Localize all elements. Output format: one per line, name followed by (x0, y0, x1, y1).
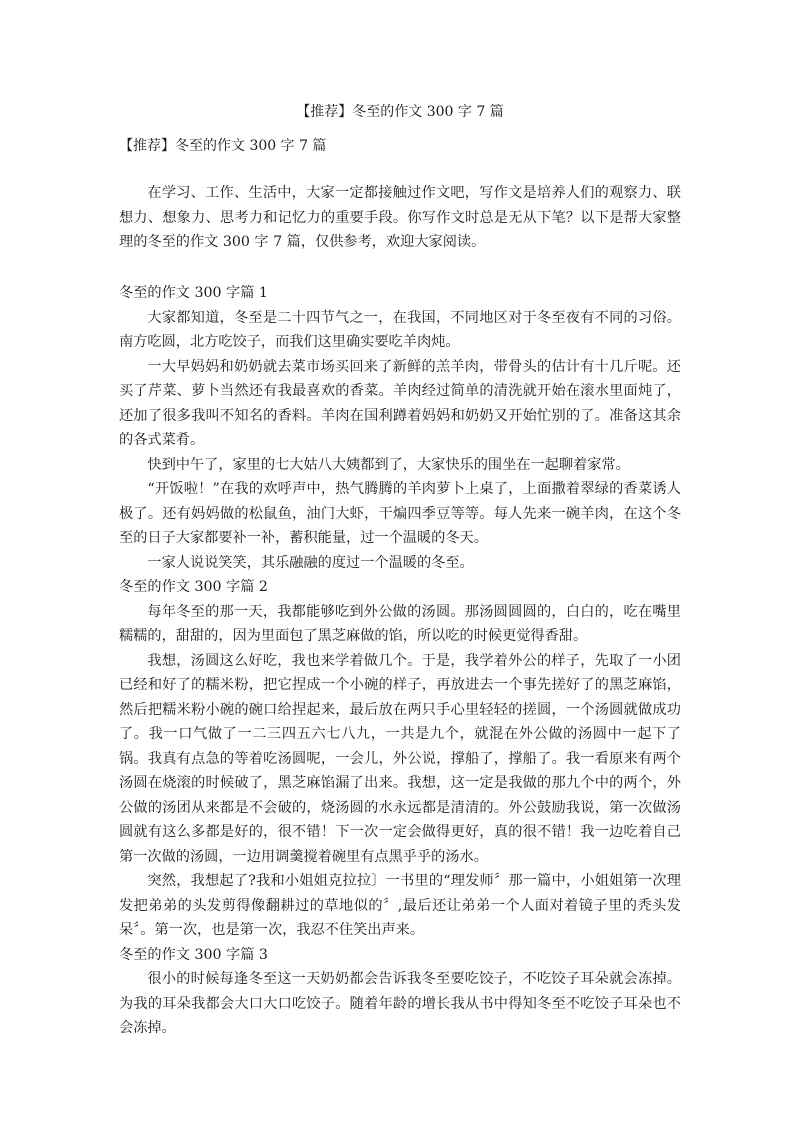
essay-1-paragraph: 大家都知道，冬至是二十四节气之一，在我国，不同地区对于冬至夜有不同的习俗。南方吃圆，北方吃饺子，而我们这里确实要吃羊肉炖。 (119, 309, 681, 350)
essays-section (119, 281, 681, 1041)
essay-1-paragraph: 一大早妈妈和奶奶就去菜市场买回来了新鲜的羔羊肉，带骨头的估计有十几斤呢。还买了芹菜、萝卜当然还有我最喜欢的香菜。羊肉经过简单的清洗就开始在滚水里面炖了，还加了很多我叫不知名的香料。羊肉在国利蹲着妈妈和奶奶又开始忙别的了。准备这其余的各式菜肴。 (119, 358, 681, 448)
intro-section (119, 181, 681, 255)
essay-1-heading: 冬至的作文 300 字篇 1 (119, 285, 268, 301)
essay-1-paragraph: 快到中午了，家里的七大姑八大姨都到了，大家快乐的围坐在一起聊着家常。 (147, 456, 630, 473)
intro-paragraph: 在学习、工作、生活中，大家一定都接触过作文吧，写作文是培养人们的观察力、联想力、想象力、思考力和记忆力的重要手段。你写作文时总是无从下笔？以下是帮大家整理的冬至的作文 300 字 7 篇，仅供参考，欢迎大家阅读。 (119, 185, 681, 250)
essay-2-paragraph: 每年冬至的那一天，我都能够吃到外公做的汤圆。那汤圆圆圆的，白白的，吃在嘴里糯糯的，甜甜的，因为里面包了黑芝麻做的馅，所以吃的时候更觉得香甜。 (119, 603, 681, 644)
essay-2-heading: 冬至的作文 300 字篇 2 (119, 579, 268, 595)
document-subtitle: 【推荐】冬至的作文 300 字 7 篇 (119, 138, 327, 154)
essay-1-paragraph: “开饭啦！”在我的欢呼声中，热气腾腾的羊肉萝卜上桌了，上面撒着翠绿的香菜诱人极了。还有妈妈做的松鼠鱼，油门大虾，干煸四季豆等等。每人先来一碗羊肉，在这个冬至的日子大家都要补一补，蓄积能量，过一个温暖的冬天。 (119, 481, 681, 546)
essay-3-paragraph: 很小的时候每逢冬至这一天奶奶都会告诉我冬至要吃饺子，不吃饺子耳朵就会冻掉。为我的耳朵我都会大口大口吃饺子。随着年龄的增长我从书中得知冬至不吃饺子耳朵也不会冻掉。 (119, 971, 681, 1036)
essay-2-paragraph: 我想，汤圆这么好吃，我也来学着做几个。于是，我学着外公的样子，先取了一小团已经和好了的糯米粉，把它捏成一个小碗的样子，再放进去一个事先搓好了的黑芝麻馅，然后把糯米粉小碗的碗口给捏起来，最后放在两只手心里轻轻的搓圆，一个汤圆就做成功了。我一口气做了一二三四五六七八九，一共是九个，就混在外公做的汤圆中一起下了锅。我真有点急的等着吃汤圆呢，一会儿，外公说，撑船了，撑船了。我一看原来有两个汤圆在烧滚的时候破了，黑芝麻馅漏了出来。我想，这一定是我做的那九个中的两个，外公做的汤团从来都是不会破的，烧汤圆的水永远都是清清的。外公鼓励我说，第一次做汤圆就有这么多都是好的，很不错！下一次一定会做得更好，真的很不错！我一边吃着自己第一次做的汤圆，一边用调羹搅着碗里有点黑乎乎的汤水。 (119, 652, 681, 865)
essay-1-paragraph: 一家人说说笑笑，其乐融融的度过一个温暖的冬至。 (147, 554, 474, 571)
essay-3-heading: 冬至的作文 300 字篇 3 (119, 946, 268, 963)
document-title: 【推荐】冬至的作文 300 字 7 篇 (296, 104, 504, 120)
essay-2-paragraph: 突然，我想起了?我和小姐姐克拉拉〕一书里的“理发师〞那一篇中，小姐姐第一次理发把弟弟的头发剪得像翻耕过的草地似的〞,最后还让弟弟一个人面对着镜子里的秃头发呆〞。第一次，也是第一次，我忍不住笑出声来。 (119, 873, 681, 938)
